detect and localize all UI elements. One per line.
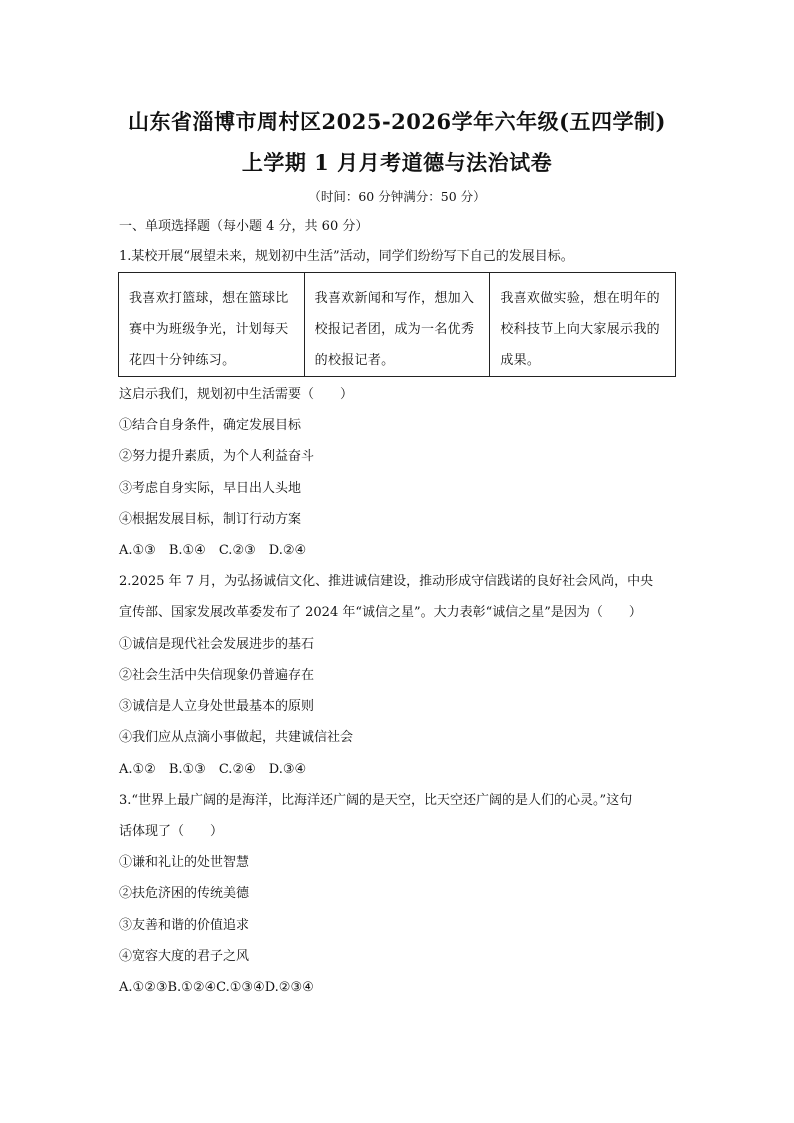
question-3-option-1: ①谦和礼让的处世智慧 <box>119 855 250 870</box>
goals-table-row <box>119 273 676 377</box>
question-2-option-4: ④我们应从点滴小事做起，共建诚信社会 <box>119 730 354 745</box>
exam-title-line2: 上学期 1 月月考道德与法治试卷 <box>241 150 553 175</box>
question-2-stem-line2: 宣传部、国家发展改革委发布了 2024 年“诚信之星”。大力表彰“诚信之星”是因为（ ） <box>119 605 642 620</box>
question-3-stem-line1: 3.“世界上最广阔的是海洋，比海洋还广阔的是天空，比天空还广阔的是人们的心灵。”这句 <box>119 793 633 808</box>
question-1-choices: A.①③ B.①④ C.②③ D.②④ <box>119 543 307 558</box>
question-1-option-4: ④根据发展目标，制订行动方案 <box>119 512 302 527</box>
question-1-option-1: ①结合自身条件，确定发展目标 <box>119 418 302 433</box>
question-2-stem-line1: 2.2025 年 7 月，为弘扬诚信文化、推进诚信建设，推动形成守信践诺的良好社会风尚，中央 <box>119 574 654 589</box>
goal-cell-experiment: 我喜欢做实验，想在明年的校科技节上向大家展示我的成果。 <box>490 273 676 377</box>
question-2-option-3: ③诚信是人立身处世最基本的原则 <box>119 699 315 714</box>
question-3-option-4: ④宽容大度的君子之风 <box>119 949 250 964</box>
question-1-prompt: 这启示我们，规划初中生活需要（ ） <box>119 387 354 402</box>
goal-cell-basketball: 我喜欢打篮球，想在篮球比赛中为班级争光，计划每天花四十分钟练习。 <box>119 273 305 377</box>
section-heading: 一、单项选择题（每小题 4 分，共 60 分） <box>119 219 369 234</box>
question-3-choices: A.①②③B.①②④C.①③④D.②③④ <box>119 980 314 995</box>
question-3-option-2: ②扶危济困的传统美德 <box>119 886 250 901</box>
exam-title-line1: 山东省淄博市周村区2025-2026学年六年级(五四学制) <box>128 109 666 134</box>
question-2-choices: A.①② B.①③ C.②④ D.③④ <box>119 762 307 777</box>
question-1-option-2: ②努力提升素质，为个人利益奋斗 <box>119 449 315 464</box>
question-3-option-3: ③友善和谐的价值追求 <box>119 918 250 933</box>
goals-table <box>118 272 676 377</box>
question-3-stem-line2: 话体现了（ ） <box>119 824 224 839</box>
exam-time-score-note: （时间：60 分钟满分：50 分） <box>308 189 486 204</box>
question-1-stem: 1.某校开展“展望未来，规划初中生活”活动，同学们纷纷写下自己的发展目标。 <box>119 249 574 264</box>
goal-cell-reporter: 我喜欢新闻和写作，想加入校报记者团，成为一名优秀的校报记者。 <box>304 273 490 377</box>
question-1-option-3: ③考虑自身实际，早日出人头地 <box>119 481 302 496</box>
question-2-option-2: ②社会生活中失信现象仍普遍存在 <box>119 668 315 683</box>
question-2-option-1: ①诚信是现代社会发展进步的基石 <box>119 637 315 652</box>
